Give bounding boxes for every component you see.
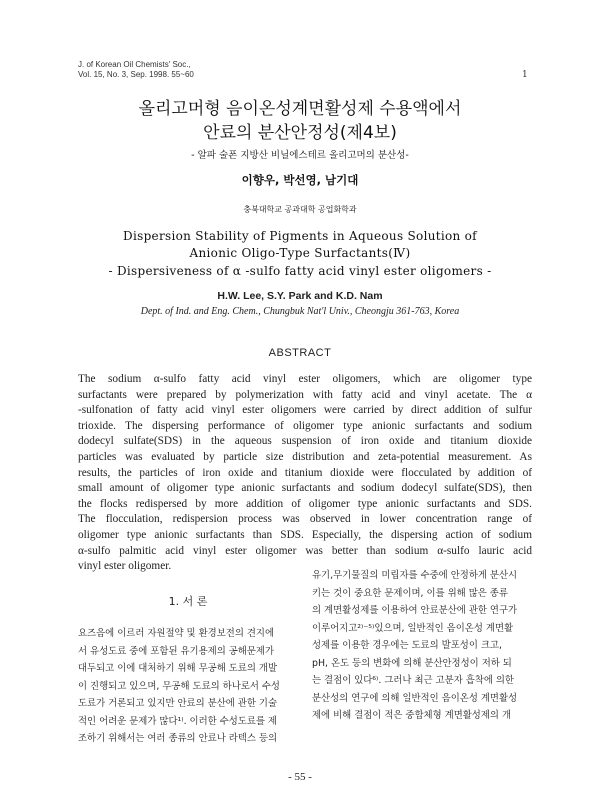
abstract-line: the flocks redispersed by more addition of oligomer type anionic surfactants and SDS.	[78, 497, 532, 510]
abstract-line: The flocculation, redispersion process was observed in lower concentration range of	[78, 513, 532, 526]
korean-subtitle: - 알파 술폰 지방산 비닐에스테르 올리고머의 분산성-	[191, 150, 409, 161]
abstract-line: oligomer type anionic surfactants than SDS. Especially, the dispersing action of sodium	[78, 528, 532, 541]
abstract-line: trioxide. The dispersing performance of oligomer type anionic surfactants and sodium	[78, 419, 532, 432]
body-line: 제에 비해 결점이 적은 중합체형 계면활성제의 개	[312, 710, 512, 721]
english-authors: H.W. Lee, S.Y. Park and K.D. Nam	[217, 290, 383, 302]
page-footer-number: - 55 -	[288, 771, 312, 783]
body-line: 요즈음에 이르러 자원절약 및 환경보전의 견지에	[78, 628, 275, 639]
body-line: 대두되고 이에 대처하기 위해 무공해 도료의 개발	[78, 663, 278, 674]
korean-title-line1: 올리고머형 음이온성계면활성제 수용액에서	[138, 99, 462, 119]
abstract-line: α-sulfo palmitic acid vinyl ester oligomer was better than sodium α-sulfo lauric acid	[78, 544, 532, 557]
body-line: 는 결점이 있다⁶⁾. 그러나 최근 고분자 흡착에 의한	[312, 675, 514, 686]
left-column-text	[78, 625, 298, 748]
abstract-body	[78, 372, 532, 575]
body-line: 키는 것이 중요한 문제이며, 이를 위해 많은 종류	[312, 587, 508, 599]
body-line: 적인 어려운 문제가 많다¹⁾. 이러한 수성도료를 제	[78, 715, 277, 727]
korean-authors: 이향우, 박선영, 남기대	[241, 173, 359, 187]
abstract-line: dodecyl sulfate(SDS) in the aqueous suspension of iron oxide and titanium dioxide	[78, 435, 532, 448]
abstract-heading: ABSTRACT	[268, 347, 332, 359]
journal-volume: Vol. 15, No. 3, Sep. 1998. 55~60	[78, 70, 194, 79]
english-subtitle: - Dispersiveness of α -sulfo fatty acid vinyl ester oligomers -	[108, 264, 492, 278]
english-title-line1: Dispersion Stability of Pigments in Aqueous Solution of	[123, 229, 477, 243]
journal-name: J. of Korean Oil Chemists' Soc.,	[78, 60, 191, 69]
abstract-line: The sodium α-sulfo fatty acid vinyl ester oligomers, which are oligomer type	[78, 373, 532, 385]
body-line: 이 진행되고 있으며, 무공해 도료의 하나로서 수성	[78, 680, 280, 692]
page-corner-number: 1	[522, 70, 528, 80]
right-column-text	[312, 567, 534, 725]
korean-title-line2: 안료의 분산안정성(제4보)	[203, 123, 397, 143]
body-line: pH, 온도 등의 변화에 의해 분산안정성이 저하 되	[312, 657, 512, 669]
body-line: 조하기 위해서는 여러 종류의 안료나 라텍스 등의	[78, 733, 278, 744]
body-line: 이루어지고²⁾⁻⁵⁾있으며, 일반적인 음이온성 계면활	[312, 622, 514, 634]
abstract-line: particles was evaluated by particle size distribution and zeta-potential measurement. As	[78, 450, 532, 463]
english-affiliation: Dept. of Ind. and Eng. Chem., Chungbuk Nat'l Univ., Cheongju 361-763, Korea	[140, 306, 460, 317]
english-title-line2: Anionic Oligo-Type Surfactants(Ⅳ)	[189, 246, 411, 260]
korean-affiliation: 충북대학교 공과대학 공업화학과	[243, 205, 357, 214]
section-heading-introduction: 1. 서 론	[168, 595, 208, 608]
body-line: 서 유성도료 중에 포함된 유기용제의 공해문제가	[78, 645, 275, 657]
body-line: 유기,무기물질의 미립자를 수중에 안정하게 분산시	[312, 570, 518, 581]
body-line: 성제를 이용한 경우에는 도료의 발포성이 크고,	[312, 640, 502, 651]
body-line: 도료가 거론되고 있지만 안료의 분산에 관한 기술	[78, 698, 278, 709]
abstract-line: small amount of oligomer type anionic surfactants and sodium dodecyl sulfate(SDS), then	[78, 482, 532, 495]
journal-citation	[78, 60, 194, 80]
abstract-line: surfactants were prepared by polymerization with fatty acid and vinyl acetate. The α	[78, 388, 532, 401]
abstract-line: -sulfonation of fatty acid vinyl ester oligomers were carried by direct addition of sulfur	[78, 404, 532, 417]
abstract-line: results, the particles of iron oxide and titanium dioxide were flocculated by addition of	[78, 466, 532, 479]
body-line: 분산성의 연구에 의해 일반적인 음이온성 계면활성	[312, 692, 518, 704]
abstract-line: vinyl ester oligomer.	[78, 560, 172, 573]
body-line: 의 계면활성제를 이용하여 안료분산에 관한 연구가	[312, 605, 518, 616]
